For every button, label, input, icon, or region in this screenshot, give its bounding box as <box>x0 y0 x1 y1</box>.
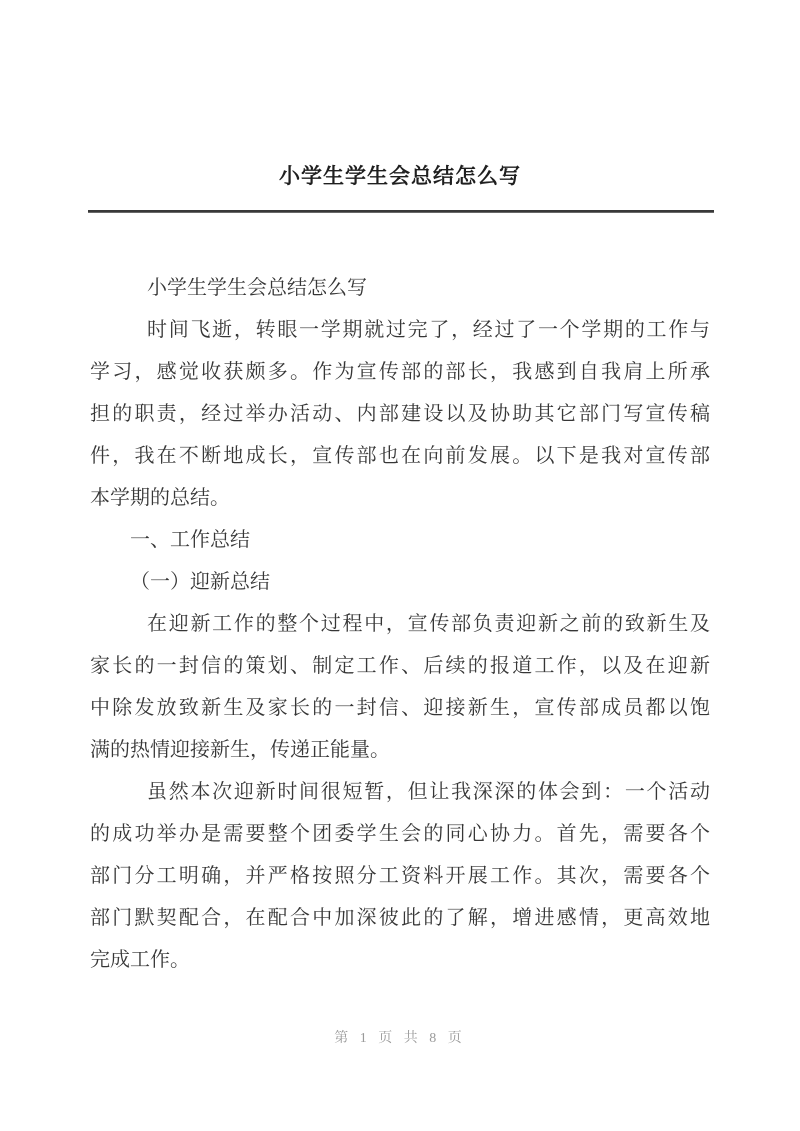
text-line: 学习，感觉收获颇多。作为宣传部的部长，我感到自我肩上所承 <box>90 361 710 383</box>
paragraph <box>90 561 710 603</box>
text-line: 的成功举办是需要整个团委学生会的同心协力。首先，需要各个 <box>90 823 710 845</box>
text-line: 家长的一封信的策划、制定工作、后续的报道工作，以及在迎新 <box>90 655 710 677</box>
paragraph <box>90 519 710 561</box>
text-line: 部门默契配合，在配合中加深彼此的了解，增进感情，更高效地 <box>90 907 710 929</box>
page-number-footer: 第 1 页 共 8 页 <box>334 1031 466 1046</box>
text-line: 虽然本次迎新时间很短暂，但让我深深的体会到：一个活动 <box>147 781 710 803</box>
paragraph <box>90 771 710 981</box>
paragraph <box>90 267 710 309</box>
text-line: （一）迎新总结 <box>130 571 270 593</box>
text-line: 担的职责，经过举办活动、内部建设以及协助其它部门写宣传稿 <box>90 403 710 425</box>
text-line: 部门分工明确，并严格按照分工资料开展工作。其次，需要各个 <box>90 865 710 887</box>
text-line: 一、工作总结 <box>130 529 250 551</box>
document-title: 小学生学生会总结怎么写 <box>279 164 521 188</box>
text-line: 满的热情迎接新生，传递正能量。 <box>90 739 390 761</box>
text-line: 在迎新工作的整个过程中，宣传部负责迎新之前的致新生及 <box>147 613 710 635</box>
paragraph <box>90 309 710 519</box>
text-line: 小学生学生会总结怎么写 <box>147 277 367 299</box>
text-line: 完成工作。 <box>90 949 190 971</box>
document-body <box>90 267 710 981</box>
text-line: 中除发放致新生及家长的一封信、迎接新生，宣传部成员都以饱 <box>90 697 710 719</box>
text-line: 时间飞逝，转眼一学期就过完了，经过了一个学期的工作与 <box>147 319 710 341</box>
title-divider-rule <box>88 210 714 213</box>
text-line: 本学期的总结。 <box>90 487 230 509</box>
paragraph <box>90 603 710 771</box>
text-line: 件，我在不断地成长，宣传部也在向前发展。以下是我对宣传部 <box>90 445 710 467</box>
